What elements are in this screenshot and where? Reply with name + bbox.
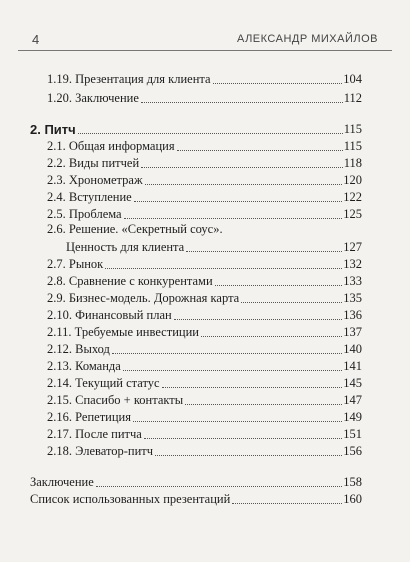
toc-entry-2-14 [47, 375, 362, 391]
toc-entry-page: 127 [343, 240, 362, 254]
toc-entry-title: 2.11. Требуемые инвестиции [47, 325, 199, 339]
toc-entry-title: Ценность для клиента [66, 240, 185, 254]
toc-entry-title: 2.16. Репетиция [47, 410, 131, 424]
dot-leader [177, 150, 343, 151]
toc-entry-1-20 [47, 90, 362, 106]
toc-entry-2-6-title-line1: 2.6. Решение. «Секретный соус». [47, 222, 223, 236]
dot-leader [134, 201, 343, 202]
toc-entry-page: 112 [343, 91, 362, 105]
toc-entry-page: 147 [343, 393, 362, 407]
toc-entry-page: 115 [343, 122, 362, 136]
toc-entry-page: 136 [343, 308, 362, 322]
dot-leader [213, 83, 343, 84]
toc-entry-title: 2.18. Элеватор-питч [47, 444, 154, 458]
toc-entry-page: 115 [343, 139, 362, 153]
toc-entry-page: 160 [343, 492, 362, 506]
toc-entry-2-4 [47, 189, 362, 205]
toc-entry-page: 156 [343, 444, 362, 458]
toc-entry-page: 135 [343, 291, 362, 305]
toc-entry-page: 104 [343, 72, 362, 86]
dot-leader [78, 133, 343, 134]
toc-entry-page: 151 [343, 427, 362, 441]
toc-entry-title: 2.10. Финансовый план [47, 308, 172, 322]
toc-entry-2-16 [47, 409, 362, 425]
toc-entry-title: 1.20. Заключение [47, 91, 139, 105]
dot-leader [124, 218, 343, 219]
toc-entry-2-13 [47, 358, 362, 374]
toc-chapter-2 [30, 121, 362, 137]
dot-leader [145, 184, 343, 185]
toc-entry-2-5 [47, 206, 362, 222]
toc-entry-title: Список использованных презентаций [30, 492, 231, 506]
toc-entry-title: 2.12. Выход [47, 342, 110, 356]
toc-entry-page: 125 [343, 207, 362, 221]
dot-leader [201, 336, 342, 337]
dot-leader [241, 302, 342, 303]
toc-entry-conclusion [30, 474, 362, 490]
toc-entry-title: 2.2. Виды питчей [47, 156, 140, 170]
page-number: 4 [32, 32, 40, 47]
toc-entry-2-11 [47, 324, 362, 340]
toc-entry-title: 2.15. Спасибо + контакты [47, 393, 184, 407]
toc-entry-title: 1.19. Презентация для клиента [47, 72, 211, 86]
toc-entry-2-7 [47, 256, 362, 272]
dot-leader [96, 486, 343, 487]
dot-leader [133, 421, 342, 422]
toc-entry-page: 145 [343, 376, 362, 390]
toc-entry-title: 2.9. Бизнес-модель. Дорожная карта [47, 291, 240, 305]
dot-leader [123, 370, 342, 371]
toc-entry-page: 141 [343, 359, 362, 373]
dot-leader [162, 387, 343, 388]
toc-entry-title: 2.7. Рынок [47, 257, 104, 271]
dot-leader [174, 319, 343, 320]
toc-entry-page: 122 [343, 190, 362, 204]
dot-leader [186, 251, 342, 252]
dot-leader [215, 285, 343, 286]
toc-entry-1-19 [47, 71, 362, 87]
dot-leader [141, 102, 343, 103]
toc-entry-page: 137 [343, 325, 362, 339]
toc-entry-2-17 [47, 426, 362, 442]
toc-entry-title: 2.4. Вступление [47, 190, 132, 204]
toc-entry-2-18 [47, 443, 362, 459]
toc-entry-2-2 [47, 155, 362, 171]
dot-leader [155, 455, 342, 456]
toc-entry-title: 2.17. После питча [47, 427, 142, 441]
toc-entry-2-15 [47, 392, 362, 408]
toc-entry-2-3 [47, 172, 362, 188]
toc-entry-2-12 [47, 341, 362, 357]
toc-entry-page: 158 [343, 475, 362, 489]
toc-entry-title: 2.3. Хронометраж [47, 173, 143, 187]
dot-leader [185, 404, 342, 405]
toc-entry-title: 2.14. Текущий статус [47, 376, 160, 390]
toc-entry-page: 140 [343, 342, 362, 356]
toc-entry-title: 2.5. Проблема [47, 207, 122, 221]
toc-entry-references [30, 491, 362, 507]
dot-leader [105, 268, 342, 269]
toc-entry-page: 149 [343, 410, 362, 424]
toc-entry-page: 118 [343, 156, 362, 170]
dot-leader [144, 438, 342, 439]
toc-entry-page: 133 [343, 274, 362, 288]
running-title: АЛЕКСАНДР МИХАЙЛОВ [236, 33, 378, 45]
toc-entry-title: 2.13. Команда [47, 359, 121, 373]
toc-entry-2-1 [47, 138, 362, 154]
toc-entry-2-10 [47, 307, 362, 323]
toc-entry-title: 2.1. Общая информация [47, 139, 175, 153]
dot-leader [112, 353, 342, 354]
toc-chapter-title: 2. Питч [30, 122, 76, 137]
toc-entry-title: Заключение [30, 475, 94, 489]
toc-entry-title: 2.8. Сравнение с конкурентами [47, 274, 213, 288]
dot-leader [232, 503, 342, 504]
toc-entry-2-6 [66, 239, 362, 255]
toc-entry-2-8 [47, 273, 362, 289]
toc-entry-page: 132 [343, 257, 362, 271]
toc-entry-2-9 [47, 290, 362, 306]
toc-entry-page: 120 [343, 173, 362, 187]
dot-leader [141, 167, 343, 168]
